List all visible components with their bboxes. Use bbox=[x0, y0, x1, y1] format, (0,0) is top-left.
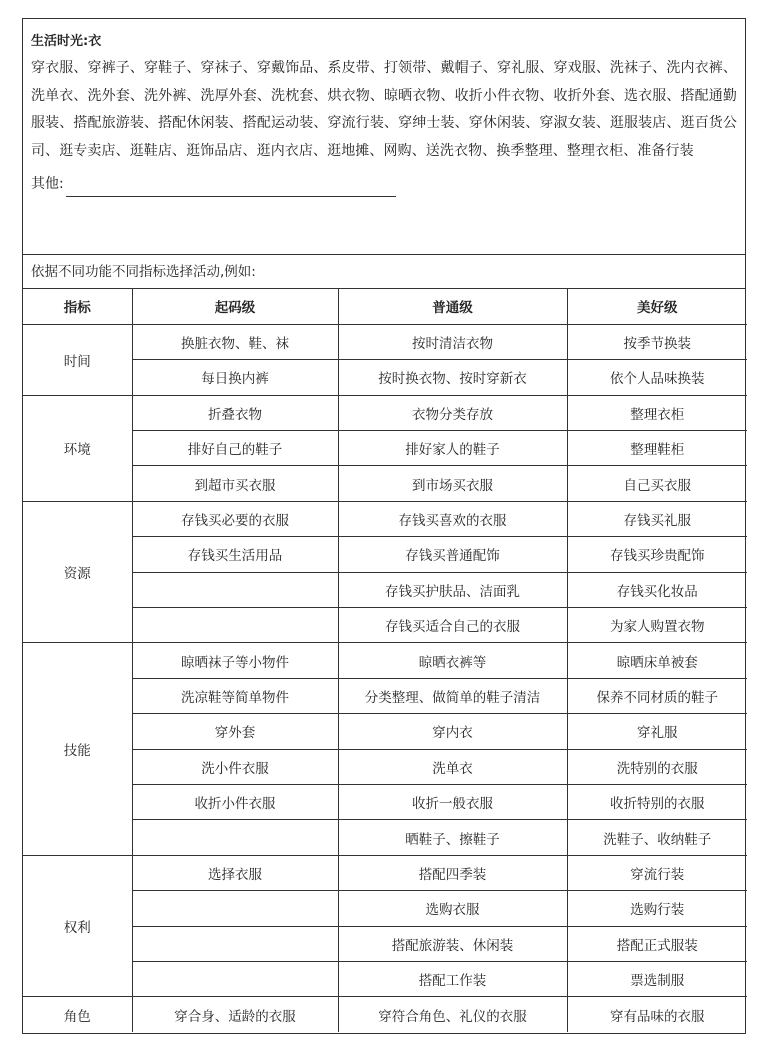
normal-level-cell: 选购衣服 bbox=[338, 891, 567, 926]
basic-level-cell bbox=[132, 820, 338, 855]
basic-level-cell: 每日换内裤 bbox=[132, 360, 338, 395]
table-header-row bbox=[23, 289, 747, 324]
good-level-cell: 洗特别的衣服 bbox=[567, 749, 747, 784]
good-level-cell: 存钱买化妆品 bbox=[567, 572, 747, 607]
basic-level-cell bbox=[132, 926, 338, 961]
good-level-cell: 为家人购置衣物 bbox=[567, 608, 747, 643]
basic-level-cell: 折叠衣物 bbox=[132, 395, 338, 430]
table-row bbox=[23, 891, 747, 926]
header-indicator: 指标 bbox=[23, 289, 132, 324]
table-row bbox=[23, 360, 747, 395]
activity-table bbox=[23, 289, 747, 1032]
basic-level-cell: 洗凉鞋等简单物件 bbox=[132, 678, 338, 713]
normal-level-cell: 分类整理、做简单的鞋子清洁 bbox=[338, 678, 567, 713]
good-level-cell: 晾晒床单被套 bbox=[567, 643, 747, 678]
basic-level-cell: 穿合身、适龄的衣服 bbox=[132, 997, 338, 1032]
normal-level-cell: 晾晒衣裤等 bbox=[338, 643, 567, 678]
basic-level-cell bbox=[132, 891, 338, 926]
header-basic: 起码级 bbox=[132, 289, 338, 324]
normal-level-cell: 存钱买喜欢的衣服 bbox=[338, 501, 567, 536]
good-level-cell: 收折特别的衣服 bbox=[567, 784, 747, 819]
table-row bbox=[23, 643, 747, 678]
normal-level-cell: 洗单衣 bbox=[338, 749, 567, 784]
table-row bbox=[23, 784, 747, 819]
normal-level-cell: 搭配工作装 bbox=[338, 961, 567, 996]
good-level-cell: 洗鞋子、收纳鞋子 bbox=[567, 820, 747, 855]
normal-level-cell: 排好家人的鞋子 bbox=[338, 431, 567, 466]
normal-level-cell: 按时清洁衣物 bbox=[338, 324, 567, 359]
table-row bbox=[23, 324, 747, 359]
indicator-cell: 环境 bbox=[23, 395, 132, 501]
basic-level-cell: 排好自己的鞋子 bbox=[132, 431, 338, 466]
basic-level-cell bbox=[132, 608, 338, 643]
basic-level-cell: 晾晒袜子等小物件 bbox=[132, 643, 338, 678]
good-level-cell: 票选制服 bbox=[567, 961, 747, 996]
table-row bbox=[23, 466, 747, 501]
normal-level-cell: 搭配四季装 bbox=[338, 855, 567, 890]
indicator-cell: 角色 bbox=[23, 997, 132, 1032]
table-body bbox=[23, 324, 747, 1032]
good-level-cell: 选购行装 bbox=[567, 891, 747, 926]
header-good: 美好级 bbox=[567, 289, 747, 324]
header-normal: 普通级 bbox=[338, 289, 567, 324]
table-row bbox=[23, 926, 747, 961]
good-level-cell: 穿流行装 bbox=[567, 855, 747, 890]
table-row bbox=[23, 997, 747, 1032]
basic-level-cell: 换脏衣物、鞋、袜 bbox=[132, 324, 338, 359]
table-row bbox=[23, 501, 747, 536]
good-level-cell: 整理衣柜 bbox=[567, 395, 747, 430]
indicator-cell: 权利 bbox=[23, 855, 132, 997]
good-level-cell: 穿有品味的衣服 bbox=[567, 997, 747, 1032]
basic-level-cell: 收折小件衣服 bbox=[132, 784, 338, 819]
other-label: 其他: bbox=[31, 176, 64, 193]
table-row bbox=[23, 678, 747, 713]
table-row bbox=[23, 714, 747, 749]
basic-level-cell: 存钱买必要的衣服 bbox=[132, 501, 338, 536]
normal-level-cell: 收折一般衣服 bbox=[338, 784, 567, 819]
table-row bbox=[23, 537, 747, 572]
good-level-cell: 整理鞋柜 bbox=[567, 431, 747, 466]
table-row bbox=[23, 820, 747, 855]
normal-level-cell: 到市场买衣服 bbox=[338, 466, 567, 501]
good-level-cell: 存钱买礼服 bbox=[567, 501, 747, 536]
normal-level-cell: 存钱买普通配饰 bbox=[338, 537, 567, 572]
document-frame bbox=[22, 18, 746, 1034]
basic-level-cell bbox=[132, 961, 338, 996]
normal-level-cell: 存钱买适合自己的衣服 bbox=[338, 608, 567, 643]
table-intro: 依据不同功能不同指标选择活动,例如: bbox=[23, 255, 745, 289]
basic-level-cell: 选择衣服 bbox=[132, 855, 338, 890]
basic-level-cell: 洗小件衣服 bbox=[132, 749, 338, 784]
other-line bbox=[31, 171, 737, 197]
normal-level-cell: 衣物分类存放 bbox=[338, 395, 567, 430]
basic-level-cell bbox=[132, 572, 338, 607]
good-level-cell: 穿礼服 bbox=[567, 714, 747, 749]
good-level-cell: 按季节换装 bbox=[567, 324, 747, 359]
good-level-cell: 依个人品味换装 bbox=[567, 360, 747, 395]
table-row bbox=[23, 749, 747, 784]
other-blank bbox=[66, 180, 396, 197]
basic-level-cell: 存钱买生活用品 bbox=[132, 537, 338, 572]
basic-level-cell: 穿外套 bbox=[132, 714, 338, 749]
indicator-cell: 时间 bbox=[23, 324, 132, 395]
table-row bbox=[23, 608, 747, 643]
good-level-cell: 存钱买珍贵配饰 bbox=[567, 537, 747, 572]
table-row bbox=[23, 855, 747, 890]
table-row bbox=[23, 431, 747, 466]
table-row bbox=[23, 961, 747, 996]
good-level-cell: 保养不同材质的鞋子 bbox=[567, 678, 747, 713]
normal-level-cell: 存钱买护肤品、洁面乳 bbox=[338, 572, 567, 607]
indicator-cell: 技能 bbox=[23, 643, 132, 855]
section-title: 生活时光:衣 bbox=[31, 34, 102, 49]
good-level-cell: 自己买衣服 bbox=[567, 466, 747, 501]
indicator-cell: 资源 bbox=[23, 501, 132, 643]
normal-level-cell: 穿内衣 bbox=[338, 714, 567, 749]
activity-list: 穿衣服、穿裤子、穿鞋子、穿袜子、穿戴饰品、系皮带、打领带、戴帽子、穿礼服、穿戏服、洗袜子、洗内衣裤、洗单衣、洗外套、洗外裤、洗厚外套、洗枕套、烘衣物、晾晒衣物、收折小件衣物、收折外套、选衣服、搭配通勤服装、搭配旅游装、搭配休闲装、搭配运动装、穿流行装、穿绅士装、穿休闲装、穿淑女装、逛服装店、逛百货公司、逛专卖店、逛鞋店、逛饰品店、逛内衣店、逛地摊、网购、送洗衣物、换季整理、整理衣柜、准备行装 bbox=[31, 60, 737, 159]
basic-level-cell: 到超市买衣服 bbox=[132, 466, 338, 501]
normal-level-cell: 穿符合角色、礼仪的衣服 bbox=[338, 997, 567, 1032]
good-level-cell: 搭配正式服装 bbox=[567, 926, 747, 961]
table-row bbox=[23, 395, 747, 430]
table-row bbox=[23, 572, 747, 607]
normal-level-cell: 晒鞋子、擦鞋子 bbox=[338, 820, 567, 855]
normal-level-cell: 搭配旅游装、休闲装 bbox=[338, 926, 567, 961]
activity-section bbox=[23, 19, 745, 255]
normal-level-cell: 按时换衣物、按时穿新衣 bbox=[338, 360, 567, 395]
